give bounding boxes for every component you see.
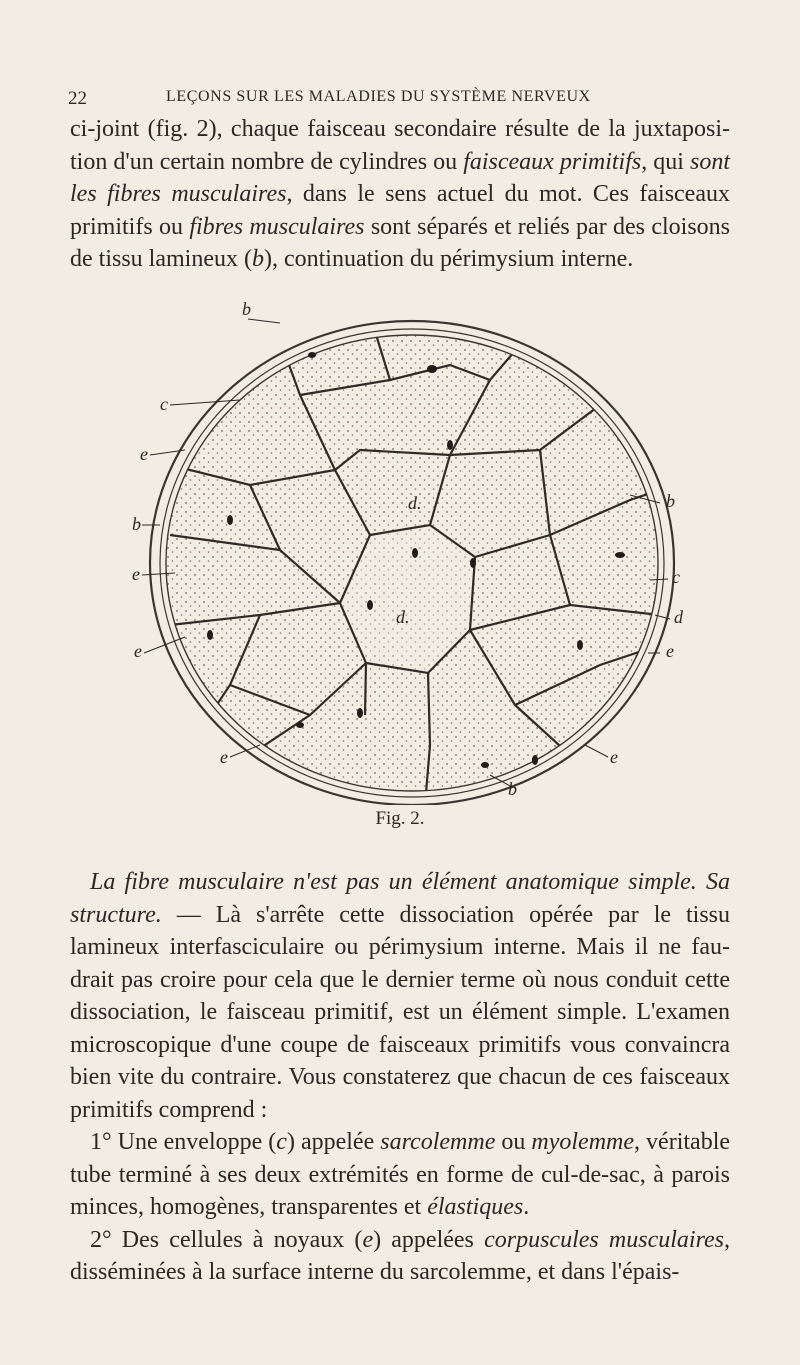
italic-term: sont les fibres musculaires — [70, 148, 731, 207]
text-run: 1° Une enveloppe ( — [90, 1129, 277, 1155]
italic-term: e — [362, 1226, 374, 1253]
text-run: ), continuation du périmysium interne. — [263, 246, 634, 272]
text-run: ) appelées — [373, 1226, 485, 1253]
running-title: LEÇONS SUR LES MALADIES DU SYSTÈME NERVEUX — [166, 88, 591, 105]
page-number: 22 — [68, 88, 87, 109]
body-text-bottom — [70, 866, 730, 1289]
figure-2-muscle-cross-section — [130, 285, 690, 805]
text-run: . — [523, 1194, 530, 1220]
list-item-1 — [70, 1126, 730, 1224]
text-run: ) appelée — [286, 1129, 381, 1155]
italic-term: myolemme — [531, 1129, 635, 1155]
label-b-right: b — [666, 491, 675, 511]
text-run: , véritable tube terminé à ses deux extrémités en forme de cul-de-sac, à parois minces, homogènes, transparentes et — [70, 1129, 731, 1220]
italic-term: faisceaux primitifs — [463, 148, 642, 175]
italic-term: élastiques — [427, 1194, 524, 1220]
label-e-bottom-right: e — [610, 747, 618, 767]
label-b-left: b — [132, 514, 141, 534]
label-e-left-2: e — [132, 564, 140, 584]
label-b-bottom: b — [508, 779, 517, 799]
label-c-left: c — [160, 394, 168, 414]
italic-term: c — [276, 1129, 287, 1155]
text-run: , disséminées à la surface interne du sarcolemme, et dans l'épais- — [70, 1226, 731, 1285]
label-e-left-3: e — [134, 641, 142, 661]
italic-term: b — [251, 246, 264, 272]
label-d-center-1: d. — [408, 493, 422, 513]
text-run: ou — [495, 1129, 532, 1155]
label-e-bottom-left: e — [220, 747, 228, 767]
text-run: 2° Des cellules à noyaux ( — [90, 1226, 363, 1253]
label-e-left-1: e — [140, 444, 148, 464]
text-run: sont séparés et reliés par des cloisons de tissu lamineux ( — [70, 213, 730, 272]
text-run: , dans le sens actuel du mot. Ces faisceaux primitifs ou — [70, 181, 730, 240]
label-b-top: b — [242, 299, 251, 319]
label-d-center-2: d. — [396, 607, 410, 627]
label-e-right: e — [666, 641, 674, 661]
paragraph-text — [70, 113, 730, 276]
text-run: — Là s'arrête cette dissociation opérée par le tissu lamineux interfasciculaire ou périmysium interne. Mais il ne faudrait pas croire pour cela que le dernier terme où nous conduit cette dissociation, le faisceau primitif, est un élément simple. L'examen microscopique d'une coupe de faisceaux primitifs vous convaincra bien vite du contraire. Vous constaterez que chacun de ces faisceaux primitifs comprend : — [70, 901, 730, 1123]
text-run: , qui — [641, 148, 690, 175]
label-d-right: d — [674, 607, 683, 627]
muscle-section-illustration — [130, 285, 690, 805]
list-item-2 — [70, 1224, 730, 1289]
page-header — [68, 88, 734, 112]
italic-term: sarcolemme — [380, 1129, 496, 1155]
italic-term: corpuscules musculaires — [484, 1226, 725, 1253]
paragraph-structure — [70, 866, 730, 1126]
paragraph-top — [70, 113, 730, 276]
label-c-right: c — [672, 567, 680, 587]
section-heading: La fibre musculaire n'est pas un élément anatomique simple. Sa structure. — [70, 869, 730, 928]
text-run: ci-joint (fig. 2), chaque faisceau secondaire résulte de la juxtaposition d'un certain nombre de cylindres ou — [70, 116, 730, 175]
italic-term: fibres musculaires — [189, 213, 365, 240]
figure-caption: Fig. 2. — [375, 808, 425, 829]
